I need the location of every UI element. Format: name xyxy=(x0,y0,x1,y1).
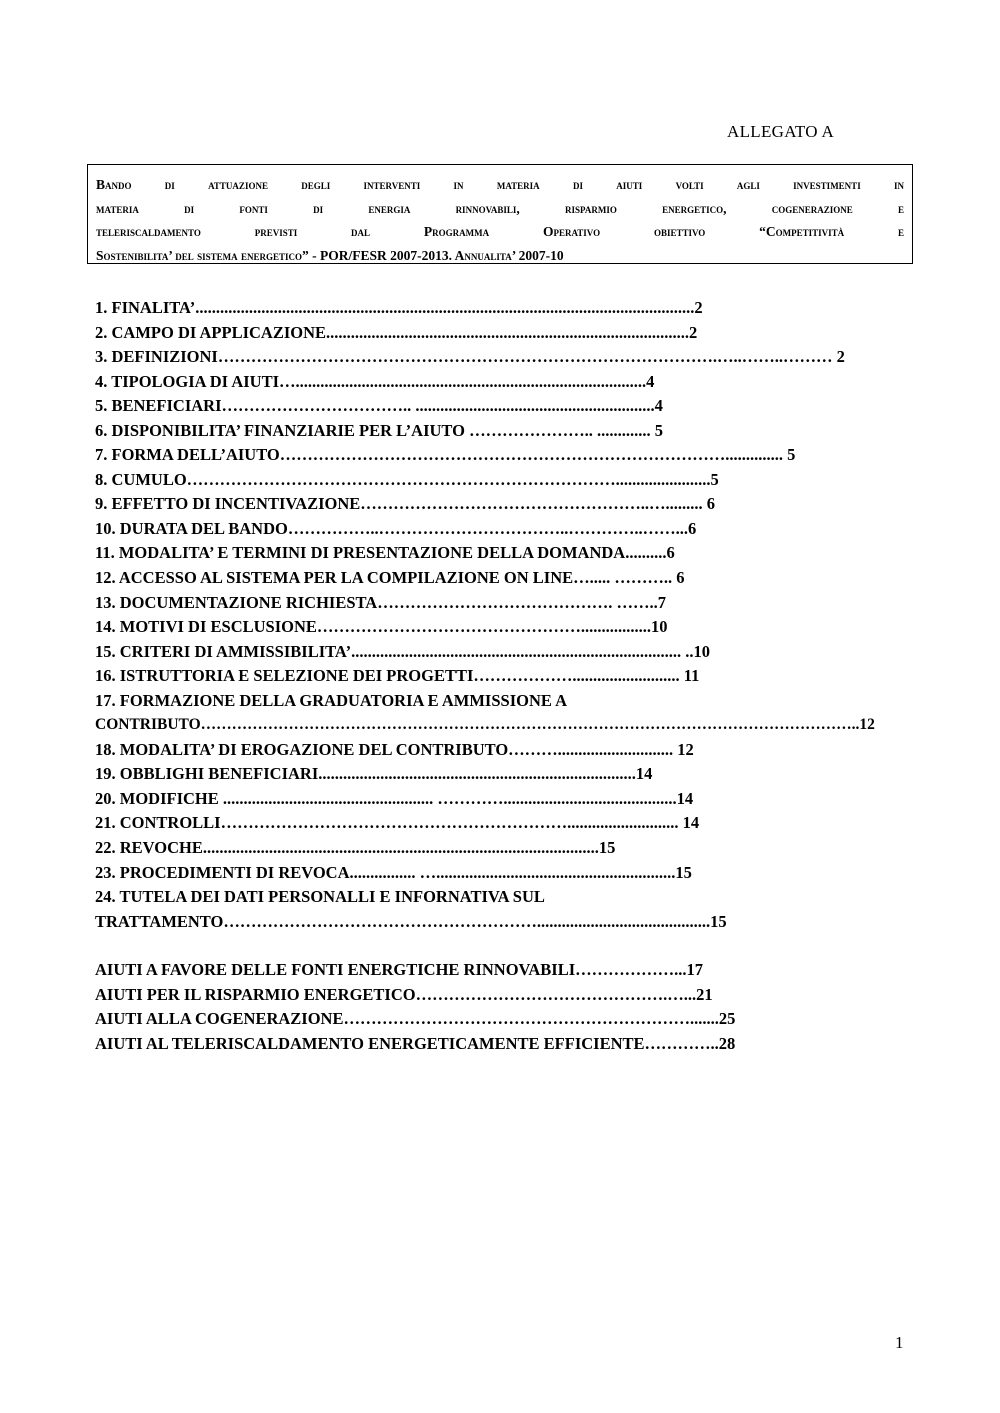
table-of-contents xyxy=(95,296,875,1056)
toc-entry-documentazione: 13. DOCUMENTAZIONE RICHIESTA……………………………………. ……..7 xyxy=(95,592,666,612)
toc-entry-aiuti-cogenerazione: AIUTI ALLA COGENERAZIONE……………………………………………………….......25 xyxy=(95,1009,736,1029)
title-box xyxy=(87,164,913,264)
toc-entry-durata-bando: 10. DURATA DEL BANDO……………..……………………………..…………..……...6 xyxy=(95,518,697,538)
toc-entry-aiuti-fonti: AIUTI A FAVORE DELLE FONTI ENERGTICHE RINNOVABILI………………...17 xyxy=(95,960,703,980)
toc-entry-obblighi: 19. OBBLIGHI BENEFICIARI.............................................................................14 xyxy=(95,764,653,784)
toc-entry-trattamento: TRATTAMENTO…………………………………………………..........................................15 xyxy=(95,911,727,931)
toc-entry-contributo: CONTRIBUTO………………………………………………………………………………………………………………..12 xyxy=(95,716,875,734)
toc-entry-revoche: 22. REVOCHE................................................................................................15 xyxy=(95,838,616,858)
toc-entry-effetto-incentivazione: 9. EFFETTO DI INCENTIVAZIONE……………………………………………..…......... 6 xyxy=(95,494,716,514)
toc-entry-modalita-erogazione: 18. MODALITA’ DI EROGAZIONE DEL CONTRIBUTO………............................ 12 xyxy=(95,739,694,759)
toc-entry-formazione-graduatoria: 17. FORMAZIONE DELLA GRADUATORIA E AMMISSIONE A xyxy=(95,690,567,710)
page-number: 1 xyxy=(895,1333,904,1352)
toc-entry-campo-applicazione: 2. CAMPO DI APPLICAZIONE........................................................................................2 xyxy=(95,322,698,342)
toc-entry-cumulo: 8. CUMULO…………………………………………………………………….......................5 xyxy=(95,469,719,489)
toc-entry-aiuti-teleriscaldamento: AIUTI AL TELERISCALDAMENTO ENERGETICAMENTE EFFICIENTE…………..28 xyxy=(95,1033,736,1053)
toc-entry-forma-aiuto: 7. FORMA DELL’AIUTO……………………………………………………………………….............. 5 xyxy=(95,445,796,465)
toc-entry-procedimenti-revoca: 23. PROCEDIMENTI DI REVOCA................ …..........................................................15 xyxy=(95,862,692,882)
toc-entry-istruttoria: 16. ISTRUTTORIA E SELEZIONE DEI PROGETTI……………….......................... 11 xyxy=(95,666,700,686)
title-line: Bando di attuazione degli interventi in materia di aiuti volti agli investimenti in xyxy=(96,177,904,192)
toc-entry-modifiche: 20. MODIFICHE ................................................... …………..........................................14 xyxy=(95,788,694,808)
allegato-label: ALLEGATO A xyxy=(727,122,835,141)
toc-entry-controlli: 21. CONTROLLI………………………………………………………........................... 14 xyxy=(95,813,700,833)
toc-entry-disponibilita: 6. DISPONIBILITA’ FINANZIARIE PER L’AIUTO ………………….. ............. 5 xyxy=(95,420,663,440)
toc-entry-finalita: 1. FINALITA’.........................................................................................................................2 xyxy=(95,298,703,317)
title-line: teleriscaldamento previsti dal Programma Operativo obiettivo “Competitività e xyxy=(96,224,904,239)
toc-entry-tutela-dati: 24. TUTELA DEI DATI PERSONALLI E INFORNATIVA SUL xyxy=(95,887,545,907)
toc-spacer xyxy=(95,934,875,958)
toc-entry-beneficiari: 5. BENEFICIARI…………………………….. ..........................................................4 xyxy=(95,396,663,416)
toc-entry-tipologia-aiuti: 4. TIPOLOGIA DI AIUTI….....................................................................................4 xyxy=(95,371,655,391)
title-line: materia di fonti di energia rinnovabili, risparmio energetico, cogenerazione e xyxy=(96,200,904,216)
toc-entry-modalita-termini: 11. MODALITA’ E TERMINI DI PRESENTAZIONE DELLA DOMANDA..........6 xyxy=(95,543,675,563)
title-line: Sostenibilita’ del sistema energetico” - POR/FESR 2007-2013. Annualita’ 2007-10 xyxy=(96,247,564,263)
toc-entry-definizioni: 3. DEFINIZIONI……………………………………………………………………………….…..……..……… 2 xyxy=(95,347,845,367)
toc-entry-aiuti-risparmio: AIUTI PER IL RISPARMIO ENERGETICO……………………………………….…...21 xyxy=(95,984,713,1004)
toc-entry-motivi-esclusione: 14. MOTIVI DI ESCLUSIONE………………………………………….................10 xyxy=(95,617,668,637)
toc-entry-criteri-ammissibilita: 15. CRITERI DI AMMISSIBILITA’................................................................................ ..10 xyxy=(95,641,710,661)
toc-entry-accesso-sistema: 12. ACCESSO AL SISTEMA PER LA COMPILAZIONE ON LINE…..... ……….. 6 xyxy=(95,568,685,588)
